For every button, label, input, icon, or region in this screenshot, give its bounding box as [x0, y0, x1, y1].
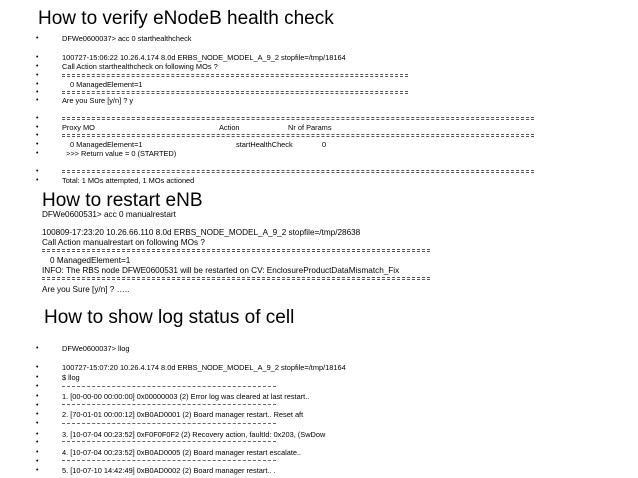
output-line: 100809-17:23:20 10.26.66.110 8.0d ERBS_NODE_MODEL_A_9_2 stopfile=/tmp/28638: [42, 228, 361, 237]
bullet: [36, 373, 38, 382]
separator: [62, 404, 276, 405]
output-line: $ llog: [62, 373, 80, 382]
table-header-nr-params: Nr of Params: [288, 123, 332, 132]
bullet: [36, 140, 38, 149]
separator: [62, 91, 408, 94]
output-line: Call Action starthealthcheck on following MOs ?: [62, 62, 218, 71]
total-line: Total: 1 MOs attempted, 1 MOs actioned: [62, 176, 195, 185]
bullet: [36, 96, 38, 105]
bullet: [36, 131, 38, 140]
output-line: 100727-15:07:20 10.26.4.174 8.0d ERBS_NODE_MODEL_A_9_2 stopfile=/tmp/18164: [62, 363, 346, 372]
bullet: [36, 53, 38, 62]
bullet: [36, 176, 38, 185]
bullet: [36, 382, 38, 391]
bullet: [36, 438, 38, 447]
table-header-action: Action: [219, 123, 240, 132]
output-line: Call Action manualrestart on following MOs ?: [42, 238, 205, 247]
bullet: [36, 363, 38, 372]
prompt-line: Are you Sure [y/n] ? …..: [42, 285, 130, 294]
separator: [62, 423, 276, 424]
separator: [62, 134, 534, 137]
bullet: [36, 34, 38, 43]
table-cell-mo: 0 ManagedElement=1: [70, 140, 143, 149]
bullet: [36, 448, 38, 457]
separator: [62, 441, 276, 442]
bullet: [36, 114, 38, 123]
output-line: 0 ManagedElement=1: [70, 80, 143, 89]
cmd-line: DFWe0600531> acc 0 manualrestart: [42, 210, 176, 219]
bullet: [36, 71, 38, 80]
return-value: >>> Return value = 0 (STARTED): [66, 149, 177, 158]
table-cell-action: startHealthCheck: [236, 140, 293, 149]
separator: [62, 74, 408, 77]
table-cell-params: 0: [322, 140, 327, 149]
section3-title: How to show log status of cell: [44, 307, 295, 328]
bullet: [36, 419, 38, 428]
prompt-line: Are you Sure [y/n] ? y: [62, 96, 134, 105]
bullet: [36, 410, 38, 419]
bullet: [36, 62, 38, 71]
bullet: [36, 344, 38, 353]
bullet: [36, 167, 38, 176]
separator: [62, 170, 534, 173]
bullet: [36, 401, 38, 410]
log-entry: 1. [00-00-00 00:00:00] 0x00000003 (2) Error log was cleared at last restart..: [62, 392, 310, 401]
output-line: 100727-15:06:22 10.26.4.174 8.0d ERBS_NODE_MODEL_A_9_2 stopfile=/tmp/18164: [62, 53, 346, 62]
bullet: [36, 149, 38, 158]
section1-title: How to verify eNodeB health check: [38, 8, 334, 29]
log-entry: 3. [10-07-04 00:23:52] 0xF0F0F0F2 (2) Recovery action, faultId: 0x203, (SwDow: [62, 430, 326, 439]
bullet: [36, 466, 38, 475]
bullet: [36, 457, 38, 466]
table-header-proxy-mo: Proxy MO: [62, 123, 95, 132]
separator: [62, 117, 534, 120]
separator: [62, 386, 276, 387]
bullet: [36, 392, 38, 401]
info-line: INFO: The RBS node DFWE0600531 will be restarted on CV: EnclosureProductDataMismatch_Fix: [42, 266, 400, 275]
separator: [42, 277, 430, 280]
log-entry: 2. [70-01-01 00:00:12] 0xB0AD0001 (2) Board manager restart.. Reset aft: [62, 410, 304, 419]
separator: [42, 249, 430, 252]
separator: [62, 460, 276, 461]
log-entry: 5. [10-07-10 14:42:49] 0xB0AD0002 (2) Board manager restart.. .: [62, 466, 276, 475]
cmd-line: DFWe0600037> llog: [62, 344, 130, 353]
output-line: 0 ManagedElement=1: [50, 256, 131, 265]
log-entry: 4. [10-07-04 00:23:52] 0xB0AD0005 (2) Board manager restart escalate..: [62, 448, 302, 457]
cmd-line: DFWe0600037> acc 0 starthealthcheck: [62, 34, 192, 43]
section2-title: How to restart eNB: [42, 190, 203, 211]
